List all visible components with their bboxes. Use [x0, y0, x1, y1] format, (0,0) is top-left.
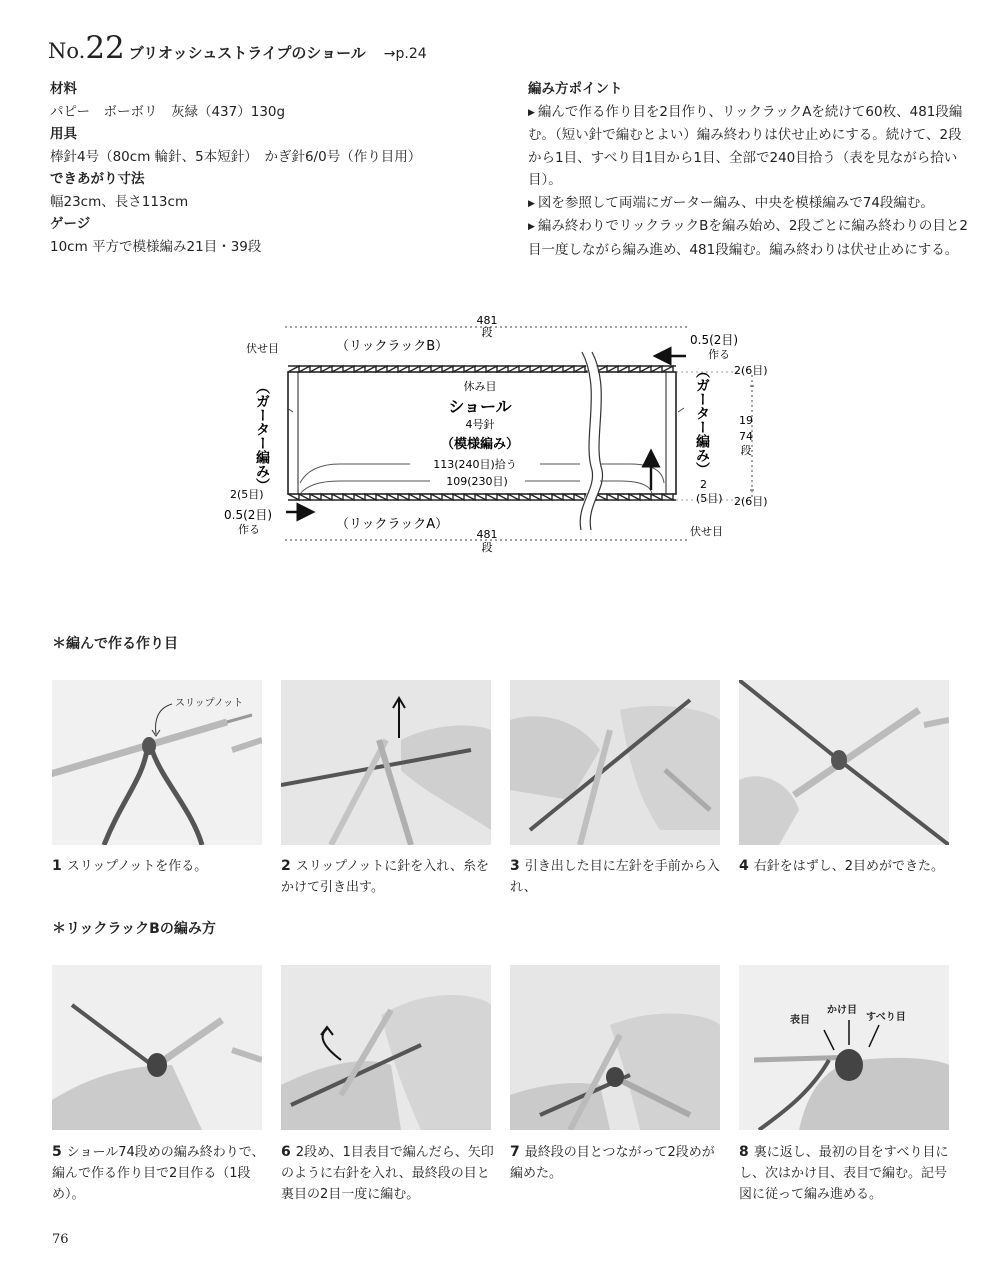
- right-inner-2: 2: [700, 478, 707, 491]
- step-caption: 4 右針をはずし、2目めができた。: [739, 858, 945, 874]
- rickrack-b-label: （リックラックB）: [336, 339, 449, 354]
- step-caption: 2 スリップノットに針を入れ、糸をかけて引き出す。: [281, 858, 490, 895]
- shawl-schematic: [0, 0, 997, 600]
- width-line-left: [300, 481, 430, 494]
- step-number: 3: [510, 858, 520, 874]
- label-front-stitch: 表目: [790, 1015, 810, 1026]
- width-line-right: [600, 481, 652, 494]
- step-caption: 3 引き出した目に左針を手前から入れ、: [510, 858, 720, 895]
- slip-knot-pointer: [150, 700, 180, 740]
- photo-step-7: [510, 965, 720, 1130]
- step-number: 2: [281, 858, 291, 874]
- page-number: 76: [52, 1232, 69, 1247]
- right-top-dim: 2(6目): [734, 364, 768, 377]
- photo-step-4: [739, 680, 949, 845]
- bullet-triangle-icon: ▶: [528, 107, 535, 118]
- photo-step-5: [52, 965, 262, 1130]
- step-caption: 8 裏に返し、最初の目をすべり目にし、次はかけ目、表目で編む。記号図に従って編み進める。: [739, 1144, 949, 1202]
- make-tr-value: 0.5(2目): [690, 333, 739, 347]
- pickup-line-right: [600, 464, 664, 483]
- label-slip-stitch: すべり目: [866, 1012, 906, 1023]
- needle-size-label: 4号針: [465, 418, 495, 431]
- top-rows-unit: 段: [481, 326, 493, 339]
- bottom-rows-unit: 段: [481, 541, 493, 554]
- pattern-no-prefix: No.: [48, 39, 86, 63]
- right-mid-cm: 19: [739, 414, 753, 427]
- step-caption: 5 ショール74段めの編み終わりで、編んで作る作り目で2目作る（1段め）。: [52, 1144, 265, 1202]
- step-caption: 6 2段め、1目表目で編んだら、矢印のように右針を入れ、最終段の目と裏目の2目一度に編む。: [281, 1144, 494, 1202]
- bind-off-right-label: 伏せ目: [690, 525, 723, 538]
- garter-right-pointer: [678, 408, 684, 412]
- make-bl-word: 作る: [238, 523, 260, 536]
- width-label: 109(230目): [446, 475, 508, 488]
- gauge-text: 10cm 平方で模様編み21目・39段: [50, 238, 262, 255]
- step-number: 4: [739, 858, 749, 874]
- step-number: 8: [739, 1144, 749, 1160]
- section-rickrack-b-heading: ＊リックラックBの編み方: [52, 921, 216, 937]
- step-number: 7: [510, 1144, 520, 1160]
- pattern-number: 22: [85, 30, 125, 66]
- point-item: ▶ 図を参照して両端にガーター編み、中央を模様編みで74段編む。: [528, 194, 934, 211]
- step-caption: 7 最終段の目とつながって2段めが編めた。: [510, 1144, 715, 1181]
- pattern-stitch-label: （模様編み）: [440, 437, 520, 452]
- points-heading: 編み方ポイント: [528, 81, 623, 97]
- bottom-rows-value: 481: [476, 528, 498, 541]
- step-caption: 1 スリップノットを作る。: [52, 858, 208, 874]
- page-reference: →p.24: [383, 46, 427, 62]
- make-tr-word: 作る: [708, 348, 730, 361]
- rickrack-a-label: （リックラックA）: [336, 517, 449, 532]
- right-mid-rows: 74: [739, 430, 753, 443]
- point-item: ▶ 編んで作る作り目を2目作り、リックラックAを続けて60枚、481段編む。（短い針で編むとよい）編み終わりは伏せ止めにする。続けて、2段から1目、すべり目1目から1目、全部で240目拾う（表を見ながら拾い目）。: [528, 103, 963, 188]
- right-bot-dim: 2(6目): [734, 495, 768, 508]
- photo-step-2: [281, 680, 491, 845]
- rickrack-a-zigzag: [288, 494, 673, 500]
- shawl-label: ショール: [448, 397, 512, 416]
- right-mid-unit: 段: [740, 444, 752, 457]
- photo-step-6: [281, 965, 491, 1130]
- section-cast-on-heading: ＊編んで作る作り目: [52, 636, 178, 652]
- bind-off-left-label: 伏せ目: [246, 342, 279, 355]
- top-rows-value: 481: [476, 314, 498, 327]
- rest-stitch-label: 休み目: [463, 380, 497, 393]
- bullet-triangle-icon: ▶: [528, 198, 535, 209]
- left-garter-width: 2(5目): [230, 488, 264, 501]
- pattern-name: ブリオッシュストライプのショール: [128, 44, 366, 62]
- photo-step-8: [739, 965, 949, 1130]
- gauge-heading: ゲージ: [50, 216, 91, 232]
- tools-heading: 用具: [50, 126, 77, 142]
- bullet-triangle-icon: ▶: [528, 222, 535, 232]
- point-item: ▶ 編み終わりでリックラックBを編み始め、2段ごとに編み終わりの目と2目一度しながら編み進め、481段編む。編み終わりは伏せ止めにする。: [528, 218, 969, 258]
- garter-left-label: （ガーター編み）: [254, 380, 270, 492]
- step-number: 1: [52, 858, 62, 874]
- tools-text: 棒針4号（80cm 輪針、5本短針） かぎ針6/0号（作り目用）: [50, 148, 422, 165]
- garter-right-label: （ガーター編み）: [694, 364, 710, 476]
- rickrack-b-zigzag: [288, 366, 673, 372]
- materials-heading: 材料: [50, 81, 77, 97]
- size-text: 幅23cm、長さ113cm: [50, 193, 189, 210]
- make-bl-value: 0.5(2目): [224, 508, 273, 522]
- size-heading: できあがり寸法: [50, 171, 145, 187]
- step-number: 6: [281, 1144, 291, 1160]
- step-number: 5: [52, 1144, 62, 1160]
- right-inner-5: (5目): [696, 492, 723, 505]
- pickup-label: 113(240目)拾う: [433, 458, 517, 471]
- slip-knot-label: スリップノット: [175, 698, 244, 709]
- photo-step-3: [510, 680, 720, 845]
- materials-text: パピー ボーボリ 灰緑（437）130g: [50, 103, 286, 120]
- pickup-line-left: [300, 464, 410, 483]
- label-yarn-over: かけ目: [827, 1005, 857, 1016]
